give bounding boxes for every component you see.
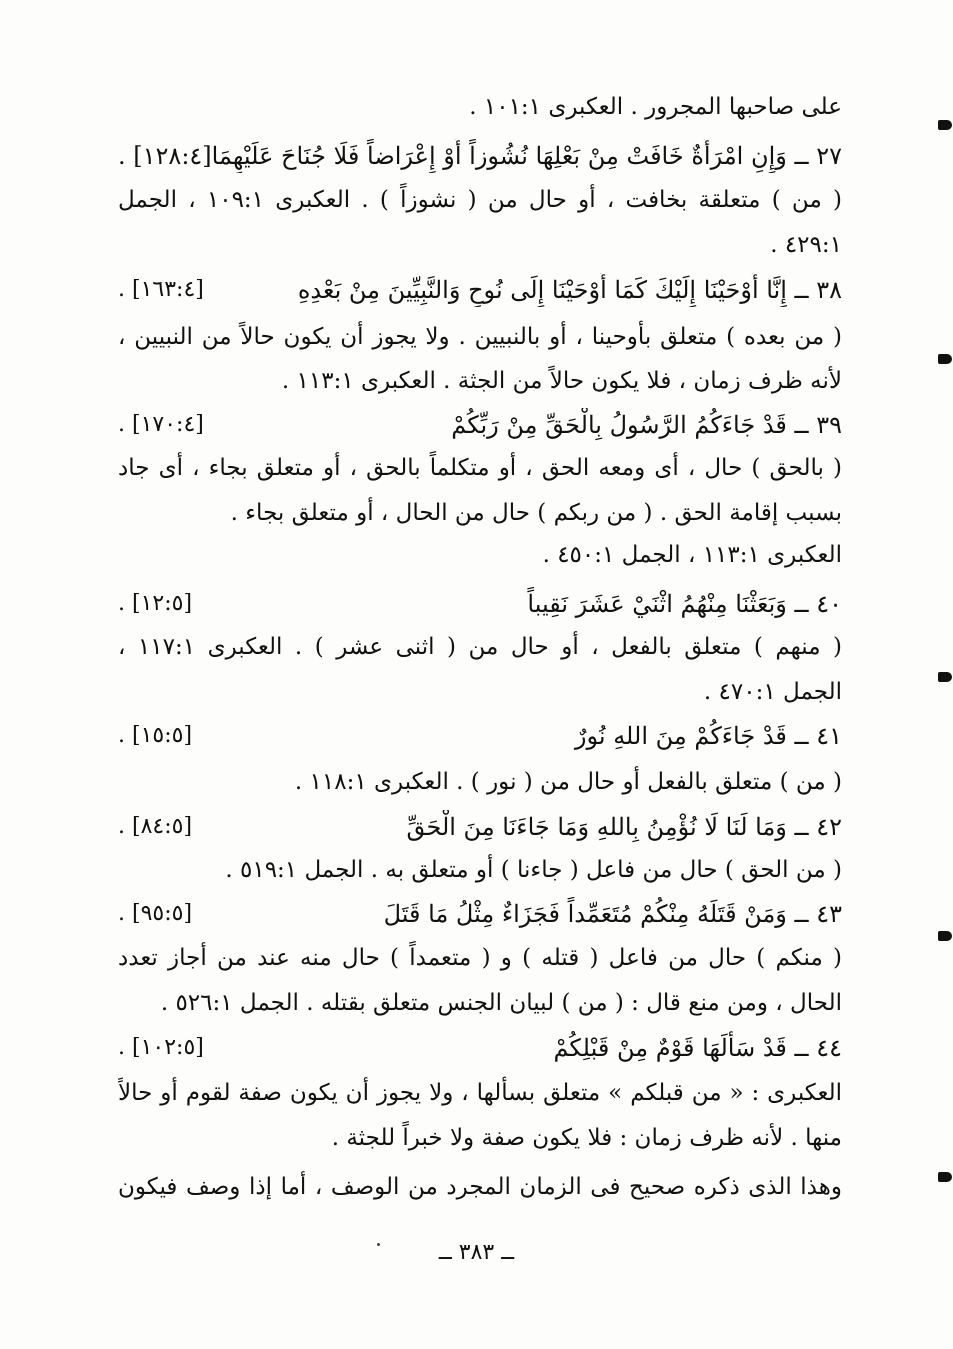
page-number: ــ ٣٨٣ ــ <box>438 1240 515 1265</box>
verse-reference: [٨٤:٥] . <box>118 814 193 839</box>
text-line: ( من ) متعلق بالفعل أو حال من ( نور ) . العكبرى ١١٨:١ . <box>294 769 842 795</box>
verse-reference: [١٥:٥] . <box>118 723 193 748</box>
text-line: منها . لأنه ظرف زمان : فلا يكون صفة ولا خبراً للجثة . <box>331 1125 842 1151</box>
text-line: ( بالحق ) حال ، أى ومعه الحق ، أو متكلماً بالحق ، أو متعلق بجاء ، أى جاد <box>118 455 842 481</box>
verse-reference: [١٧٠:٤] . <box>118 412 204 437</box>
margin-mark <box>938 354 952 364</box>
verse-reference: [٩٥:٥] . <box>118 901 193 926</box>
text-line: ( منهم ) متعلق بالفعل ، أو حال من ( اثنى عشر ) . العكبرى ١١٧:١ ، <box>118 634 842 660</box>
text-line: على صاحبها المجرور . العكبرى ١٠١:١ . <box>469 94 842 120</box>
text-line: العكبرى : « من قبلكم » متعلق بسألها ، ولا يجوز أن يكون صفة لقوم أو حالاً <box>118 1080 842 1106</box>
text-line: ( منكم ) حال من فاعل ( قتله ) و ( متعمداً ) حال منه عند من أجاز تعدد <box>118 945 842 971</box>
verse-reference: [١٠٢:٥] . <box>118 1035 204 1060</box>
verse-line: ٤٢ ــ وَمَا لَنَا لَا نُؤْمِنُ بِاللهِ وَمَا جَاءَنَا مِنَ الْحَقِّ <box>406 813 842 841</box>
speck-dot <box>377 1243 380 1246</box>
verse-reference: [١٦٣:٤] . <box>118 277 204 302</box>
verse-line: ٣٨ ــ إِنَّا أَوْحَيْنَا إِلَيْكَ كَمَا أَوْحَيْنَا إِلَى نُوحٍ وَالنَّبِيِّينَ مِنْ بَعْدِهِ <box>297 276 842 304</box>
verse-reference: [١٢:٥] . <box>118 591 193 616</box>
verse-line: ٣٩ ــ قَدْ جَاءَكُمُ الرَّسُولُ بِالْحَقِّ مِنْ رَبِّكُمْ <box>451 411 842 439</box>
verse-line: ٤١ ــ قَدْ جَاءَكُمْ مِنَ اللهِ نُورٌ <box>574 722 842 750</box>
margin-mark <box>938 1172 952 1182</box>
text-line: ( من بعده ) متعلق بأوحينا ، أو بالنبيين . ولا يجوز أن يكون حالاً من النبيين ، <box>118 324 842 350</box>
text-line: ( من الحق ) حال من فاعل ( جاءنا ) أو متعلق به . الجمل ٥١٩:١ . <box>225 857 842 883</box>
margin-mark <box>938 931 952 941</box>
text-line: ٤٢٩:١ . <box>770 232 842 258</box>
text-line: ( من ) متعلقة بخافت ، أو حال من ( نشوزاً ) . العكبرى ١٠٩:١ ، الجمل <box>118 187 842 213</box>
text-line: العكبرى ١١٣:١ ، الجمل ٤٥٠:١ . <box>542 542 842 568</box>
text-line: وهذا الذى ذكره صحيح فى الزمان المجرد من الوصف ، أما إذا وصف فيكون <box>118 1174 842 1200</box>
text-line: لأنه ظرف زمان ، فلا يكون حالاً من الجثة . العكبرى ١١٣:١ . <box>281 368 842 394</box>
text-line: بسبب إقامة الحق . ( من ربكم ) حال من الحال ، أو متعلق بجاء . <box>230 500 842 526</box>
verse-line: ٤٤ ــ قَدْ سَأَلَهَا قَوْمٌ مِنْ قَبْلِكُمْ <box>553 1034 842 1062</box>
margin-mark <box>938 672 952 682</box>
verse-line: ٤٠ ــ وَبَعَثْنَا مِنْهُمُ اثْنَيْ عَشَرَ نَقِيباً <box>527 590 842 618</box>
text-line: الحال ، ومن منع قال : ( من ) لبيان الجنس متعلق بقتله . الجمل ٥٢٦:١ . <box>160 990 842 1016</box>
text-line: الجمل ٤٧٠:١ . <box>703 679 842 705</box>
verse-line: ٤٣ ــ وَمَنْ قَتَلَهُ مِنْكُمْ مُتَعَمِّداً فَجَزَاءٌ مِثْلُ مَا قَتَلَ <box>383 900 842 928</box>
verse-line: ٢٧ ــ وَإِنِ امْرَأَةٌ خَافَتْ مِنْ بَعْلِهَا نُشُوزاً أَوْ إِعْرَاضاً فَلَا جُنَاحَ عَلَيْهِمَا[١٢٨:٤] . <box>118 142 842 170</box>
margin-mark <box>938 120 952 130</box>
